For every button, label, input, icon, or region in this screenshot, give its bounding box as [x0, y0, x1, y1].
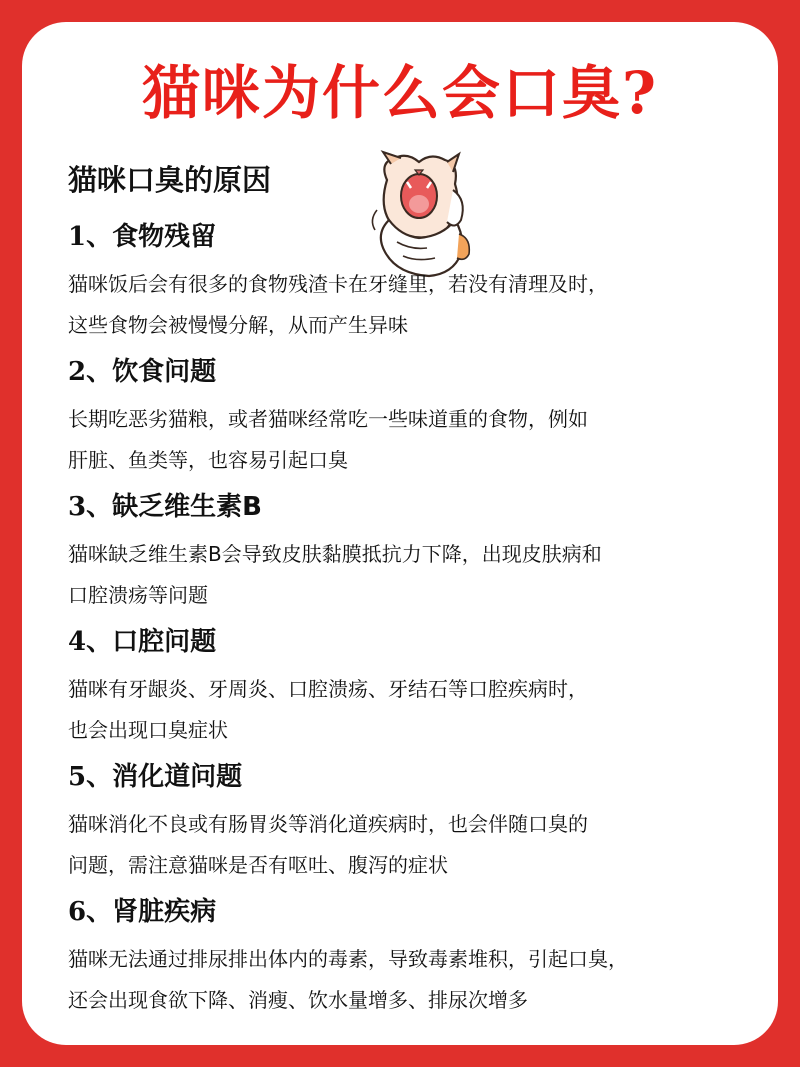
section-heading — [68, 355, 758, 389]
body-line: 也会出现口臭症状 — [68, 718, 228, 742]
section-body — [68, 804, 758, 886]
body-line: 肝脏、鱼类等，也容易引起口臭 — [68, 448, 348, 472]
section-heading — [68, 895, 758, 929]
section-heading-text: 缺乏维生素B — [112, 492, 262, 522]
section-heading — [68, 490, 758, 524]
section-heading-text: 消化道问题 — [112, 762, 243, 792]
section-heading — [68, 760, 758, 794]
section-number: 4、 — [68, 627, 113, 657]
section-number: 1、 — [68, 222, 113, 252]
body-line: 猫咪有牙龈炎、牙周炎、口腔溃疡、牙结石等口腔疾病时， — [68, 677, 588, 701]
section-body — [68, 264, 758, 346]
section-body — [68, 669, 758, 751]
section-oral-problem — [68, 625, 758, 751]
section-heading-text: 肾脏疾病 — [112, 897, 217, 927]
section-number: 5、 — [68, 762, 113, 792]
section-diet-problem — [68, 355, 758, 481]
section-heading-text: 食物残留 — [112, 222, 217, 252]
section-heading-text: 饮食问题 — [112, 357, 217, 387]
page-title: 猫咪为什么会口臭? — [142, 59, 658, 127]
body-line: 口腔溃疡等问题 — [68, 583, 208, 607]
section-heading — [68, 220, 758, 254]
subtitle: 猫咪口臭的原因 — [68, 163, 272, 197]
body-line: 猫咪饭后会有很多的食物残渣卡在牙缝里，若没有清理及时， — [68, 272, 608, 296]
body-line: 猫咪缺乏维生素B会导致皮肤黏膜抵抗力下降，出现皮肤病和 — [68, 542, 602, 566]
section-kidney-disease — [68, 895, 758, 1021]
body-line: 这些食物会被慢慢分解，从而产生异味 — [68, 313, 408, 337]
body-line: 猫咪消化不良或有肠胃炎等消化道疾病时，也会伴随口臭的 — [68, 812, 588, 836]
section-body — [68, 399, 758, 481]
content-card — [22, 22, 778, 1045]
section-heading — [68, 625, 758, 659]
section-food-residue — [68, 220, 758, 346]
section-heading-text: 口腔问题 — [112, 627, 217, 657]
body-line: 猫咪无法通过排尿排出体内的毒素，导致毒素堆积，引起口臭， — [68, 947, 628, 971]
body-line: 长期吃恶劣猫粮，或者猫咪经常吃一些味道重的食物，例如 — [68, 407, 588, 431]
section-digestive-problem — [68, 760, 758, 886]
section-body — [68, 534, 758, 616]
section-body — [68, 939, 758, 1021]
body-line: 问题，需注意猫咪是否有呕吐、腹泻的症状 — [68, 853, 448, 877]
section-number: 6、 — [68, 897, 113, 927]
section-number: 3、 — [68, 492, 113, 522]
section-number: 2、 — [68, 357, 113, 387]
section-vitamin-b-deficiency — [68, 490, 758, 616]
body-line: 还会出现食欲下降、消瘦、饮水量增多、排尿次增多 — [68, 988, 528, 1012]
